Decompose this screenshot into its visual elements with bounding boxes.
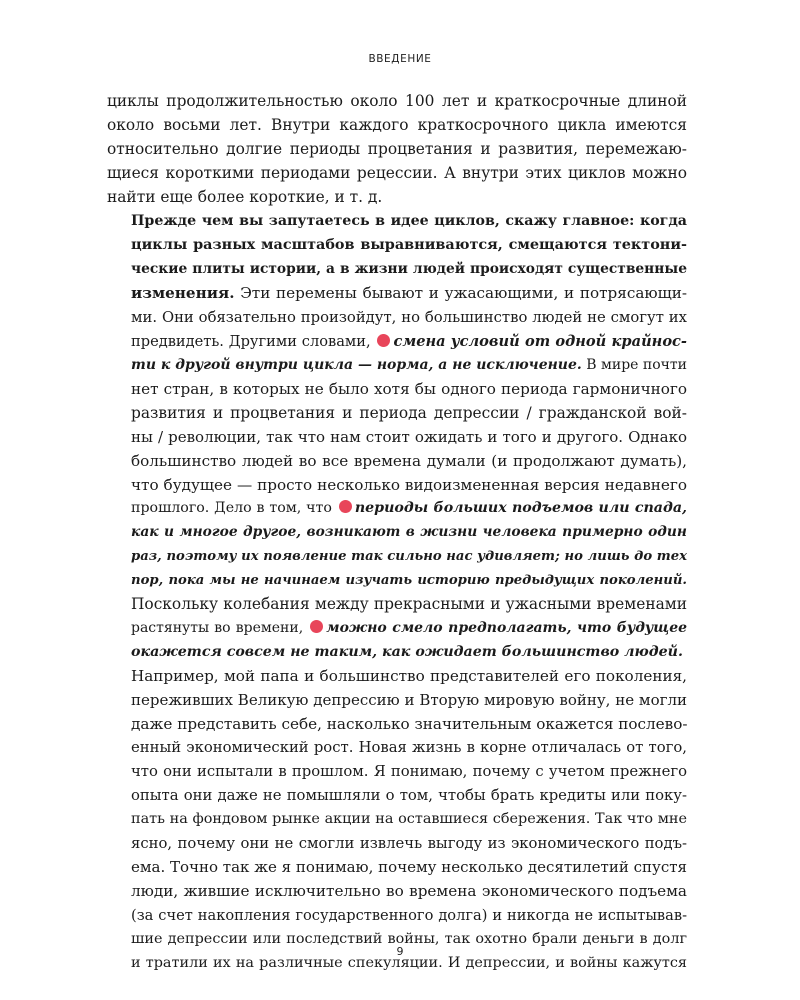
text-line: переживших Великую депрессию и Вторую мировую войну, не могли	[131, 690, 687, 709]
bold-text: ческие плиты истории, а в жизни людей происходят существенные	[131, 261, 687, 278]
text-line	[107, 497, 687, 521]
emphasis-text: ти к другой внутри цикла — норма, а не исключение.	[131, 356, 582, 373]
text-line	[107, 330, 687, 354]
text-line	[107, 210, 687, 234]
emphasis-line: раз, поэтому их появление так сильно нас удивляет; но лишь до тех	[131, 549, 687, 565]
text-line: циклы продолжительностью около 100 лет и краткосрочные длиной	[107, 92, 687, 110]
text-line	[107, 354, 687, 378]
bullet-dot-icon	[310, 620, 323, 633]
text-line	[107, 258, 687, 282]
text-line: шие депрессии или последствий войны, так охотно брали деньги в долг	[131, 930, 687, 947]
text-line	[107, 617, 687, 641]
text-line: ема. Точно так же я понимаю, почему несколько десятилетий спустя	[131, 858, 687, 876]
text-line: даже представить себе, насколько значительным окажется послево-	[131, 714, 688, 733]
emphasis-text: можно смело предполагать, что будущее	[326, 619, 688, 636]
text-line: Например, мой папа и большинство представителей его поколения,	[131, 666, 687, 685]
text-line: найти еще более короткие, и т. д.	[107, 187, 383, 206]
plain-text: прошлого. Дело в том, что	[131, 500, 332, 517]
paragraph-1	[107, 90, 687, 210]
bullet-dot-icon	[339, 500, 352, 513]
text-line: щиеся короткими периодами рецессии. А внутри этих циклов можно	[107, 163, 687, 182]
text-line: относительно долгие периоды процветания и развития, перемежаю-	[107, 139, 687, 158]
plain-text: растянуты во времени,	[131, 619, 304, 636]
bullet-dot-icon	[377, 334, 390, 347]
text-line: опыта они даже не помышляли о том, чтобы брать кредиты или поку-	[131, 787, 687, 805]
plain-text: предвидеть. Другими словами,	[131, 333, 371, 351]
text-line: люди, жившие исключительно во времена экономического подъема	[131, 881, 687, 900]
body-text	[107, 90, 687, 976]
emphasis-text: периоды больших подъемов или спада,	[354, 500, 687, 517]
text-line: около восьми лет. Внутри каждого краткосрочного цикла имеются	[107, 115, 687, 134]
plain-text: В мире почти	[581, 356, 687, 373]
text-line: ны / революции, так что нам стоит ожидать и того и другого. Однако	[131, 427, 687, 446]
emphasis-text: смена условий от одной крайнос-	[393, 333, 687, 351]
text-line: нет стран, в которых не было хотя бы одного периода гармоничного	[131, 379, 687, 398]
text-line: большинство людей во все времена думали (и продолжают думать),	[131, 451, 687, 470]
bold-text: изменения.	[131, 284, 235, 303]
text-line: ясно, почему они не смогли извлечь выгоду из экономического подъ-	[131, 835, 687, 853]
text-line	[107, 233, 687, 258]
running-header: ВВЕДЕНИЕ	[368, 53, 432, 65]
text-line: (за счет накопления государственного долга) и никогда не испытывав-	[131, 906, 687, 924]
text-line: енный экономический рост. Новая жизнь в корне отличалась от того,	[131, 739, 687, 757]
emphasis-line: окажется совсем не таким, как ожидает большинство людей.	[131, 643, 683, 660]
bold-text: Прежде чем вы запутаетесь в идее циклов, скажу главное: когда	[131, 212, 687, 229]
text-line	[107, 282, 687, 306]
paragraph-3	[107, 665, 687, 976]
text-line: пать на фондовом рынке акции на оставшиеся сбережения. Так что мне	[131, 811, 687, 828]
text-line: что будущее — просто несколько видоизмененная версия недавнего	[131, 475, 687, 494]
text-line: и тратили их на различные спекуляции. И депрессии, и войны кажутся	[131, 954, 687, 971]
text-line: ми. Они обязательно произойдут, но большинство людей не смогут их	[131, 309, 687, 327]
text-line: Поскольку колебания между прекрасными и ужасными временами	[131, 595, 687, 614]
emphasis-line: как и многое другое, возникают в жизни человека примерно один	[131, 524, 687, 541]
bold-text: циклы разных масштабов выравниваются, смещаются тектони-	[131, 236, 687, 254]
page-number: 9	[396, 945, 404, 958]
emphasis-line: пор, пока мы не начинаем изучать историю предыдущих поколений.	[131, 573, 687, 589]
paragraph-2	[107, 210, 687, 665]
plain-text: Эти перемены бывают и ужасающими, и потрясающи-	[234, 284, 687, 303]
text-line: что они испытали в прошлом. Я понимаю, почему с учетом прежнего	[131, 763, 687, 781]
text-line: развития и процветания и периода депрессии / гражданской вой-	[131, 403, 687, 422]
